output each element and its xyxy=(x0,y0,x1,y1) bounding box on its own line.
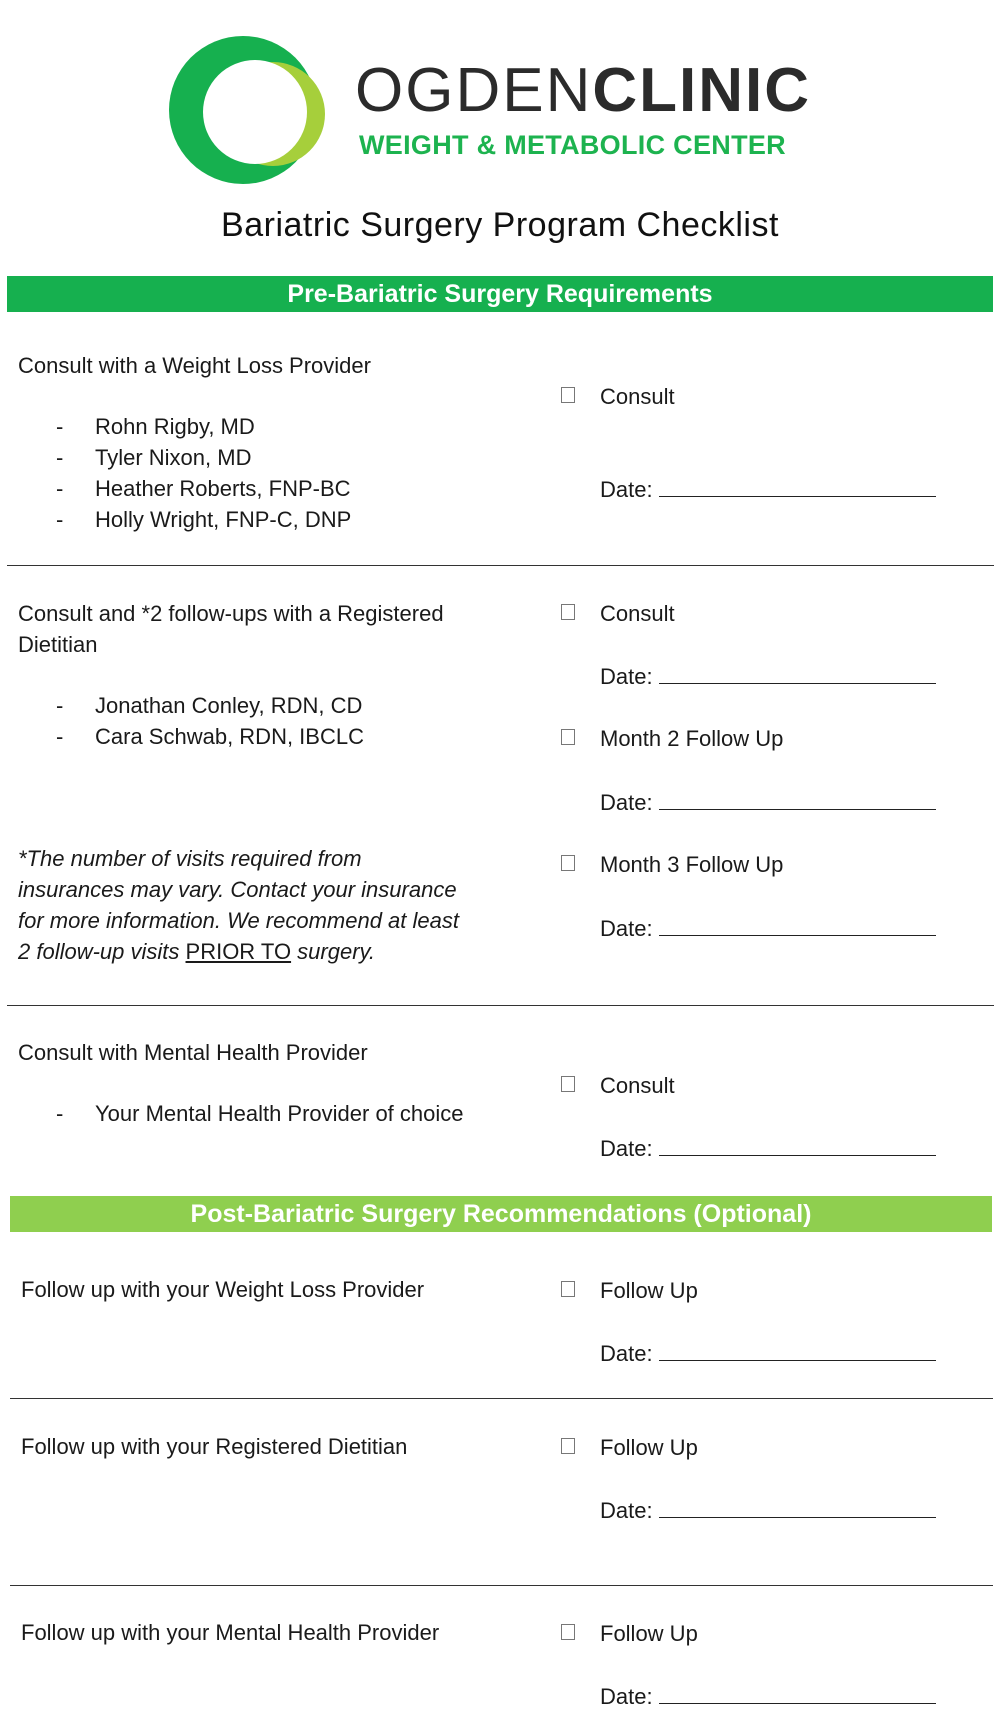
checkbox-icon[interactable] xyxy=(561,1076,575,1092)
dietitian-month2-date[interactable] xyxy=(600,786,936,817)
post-dietitian-date[interactable] xyxy=(600,1494,936,1525)
dietitian-note-line3: for more information. We recommend at least xyxy=(18,908,459,933)
provider-name: Your Mental Health Provider of choice xyxy=(95,1101,464,1126)
post-mental-health-checkbox[interactable] xyxy=(561,1618,698,1649)
checkbox-label: Consult xyxy=(600,601,675,626)
checkbox-label: Follow Up xyxy=(600,1278,698,1303)
brand-name-bold: CLINIC xyxy=(592,56,812,125)
post-dietitian-title: Follow up with your Registered Dietitian xyxy=(21,1434,408,1459)
list-item: - Tyler Nixon, MD xyxy=(56,445,252,470)
dietitian-consult-date[interactable] xyxy=(600,660,936,691)
list-item: - Heather Roberts, FNP-BC xyxy=(56,476,351,501)
weight-loss-title: Consult with a Weight Loss Provider xyxy=(18,353,371,378)
checkbox-label: Follow Up xyxy=(600,1621,698,1646)
checkbox-icon[interactable] xyxy=(561,387,575,403)
mental-health-provider-list xyxy=(18,1098,464,1129)
pre-section-heading: Pre-Bariatric Surgery Requirements xyxy=(7,276,993,312)
list-item: - Rohn Rigby, MD xyxy=(56,414,255,439)
checkbox-icon[interactable] xyxy=(561,1281,575,1297)
dietitian-month3-checkbox[interactable] xyxy=(561,849,783,880)
dietitian-consult-checkbox[interactable] xyxy=(561,598,675,629)
post-mental-health-title: Follow up with your Mental Health Provider xyxy=(21,1620,440,1645)
date-blank-line[interactable] xyxy=(659,1337,936,1361)
date-label: Date: xyxy=(600,477,653,502)
divider xyxy=(10,1585,993,1586)
mental-health-consult-date[interactable] xyxy=(600,1132,936,1163)
date-label: Date: xyxy=(600,1684,653,1709)
dietitian-note-line1: *The number of visits required from xyxy=(18,846,362,871)
list-item: - Holly Wright, FNP-C, DNP xyxy=(56,507,352,532)
date-label: Date: xyxy=(600,1498,653,1523)
brand-tagline: WEIGHT & METABOLIC CENTER xyxy=(359,130,786,160)
post-dietitian-checkbox[interactable] xyxy=(561,1432,698,1463)
clinic-logo-mark-icon xyxy=(165,30,325,190)
checkbox-label: Consult xyxy=(600,1073,675,1098)
dietitian-month3-date[interactable] xyxy=(600,912,936,943)
checkbox-label: Consult xyxy=(600,384,675,409)
note-text: 2 follow-up visits xyxy=(18,939,186,964)
post-weight-loss-title: Follow up with your Weight Loss Provider xyxy=(21,1277,425,1302)
date-blank-line[interactable] xyxy=(659,912,936,936)
mental-health-consult-checkbox[interactable] xyxy=(561,1070,675,1101)
provider-name: Holly Wright, FNP-C, DNP xyxy=(95,507,352,532)
date-blank-line[interactable] xyxy=(659,1680,936,1704)
date-label: Date: xyxy=(600,664,653,689)
dietitian-note-line4 xyxy=(18,936,375,967)
list-item: - Jonathan Conley, RDN, CD xyxy=(56,693,363,718)
dietitian-title-line1: Consult and *2 follow-ups with a Registered xyxy=(18,601,444,626)
dietitian-provider-list xyxy=(18,690,364,752)
brand-name-light: OGDEN xyxy=(355,56,593,125)
note-emphasis: PRIOR TO xyxy=(185,939,292,964)
divider xyxy=(7,565,994,566)
dietitian-title-line2: Dietitian xyxy=(18,632,98,657)
brand-name xyxy=(355,56,812,125)
list-item: - Your Mental Health Provider of choice xyxy=(56,1101,464,1126)
checkbox-label: Month 2 Follow Up xyxy=(600,726,784,751)
page-title: Bariatric Surgery Program Checklist xyxy=(221,206,779,244)
post-mental-health-date[interactable] xyxy=(600,1680,936,1711)
checkbox-icon[interactable] xyxy=(561,729,575,745)
divider xyxy=(10,1398,993,1399)
dietitian-note-line2: insurances may vary. Contact your insurance xyxy=(18,877,457,902)
provider-name: Rohn Rigby, MD xyxy=(95,414,255,439)
post-weight-loss-checkbox[interactable] xyxy=(561,1275,698,1306)
checkbox-icon[interactable] xyxy=(561,1624,575,1640)
list-item: - Cara Schwab, RDN, IBCLC xyxy=(56,724,364,749)
provider-name: Jonathan Conley, RDN, CD xyxy=(95,693,363,718)
date-label: Date: xyxy=(600,790,653,815)
date-blank-line[interactable] xyxy=(659,660,936,684)
weight-loss-provider-list xyxy=(18,411,351,535)
date-blank-line[interactable] xyxy=(659,786,936,810)
date-blank-line[interactable] xyxy=(659,1494,936,1518)
checkbox-icon[interactable] xyxy=(561,604,575,620)
checkbox-icon[interactable] xyxy=(561,855,575,871)
checkbox-label: Month 3 Follow Up xyxy=(600,852,784,877)
provider-name: Tyler Nixon, MD xyxy=(95,445,252,470)
provider-name: Heather Roberts, FNP-BC xyxy=(95,476,351,501)
weight-loss-consult-checkbox[interactable] xyxy=(561,381,675,412)
weight-loss-consult-date[interactable] xyxy=(600,473,936,504)
date-blank-line[interactable] xyxy=(659,473,936,497)
clinic-logo xyxy=(165,30,815,190)
provider-name: Cara Schwab, RDN, IBCLC xyxy=(95,724,364,749)
mental-health-title: Consult with Mental Health Provider xyxy=(18,1040,368,1065)
checkbox-icon[interactable] xyxy=(561,1438,575,1454)
dietitian-month2-checkbox[interactable] xyxy=(561,723,783,754)
note-text: surgery. xyxy=(291,939,376,964)
checkbox-label: Follow Up xyxy=(600,1435,698,1460)
date-label: Date: xyxy=(600,1136,653,1161)
date-label: Date: xyxy=(600,1341,653,1366)
post-weight-loss-date[interactable] xyxy=(600,1337,936,1368)
date-label: Date: xyxy=(600,916,653,941)
date-blank-line[interactable] xyxy=(659,1132,936,1156)
divider xyxy=(7,1005,994,1006)
post-section-heading: Post-Bariatric Surgery Recommendations (Optional) xyxy=(10,1196,992,1232)
